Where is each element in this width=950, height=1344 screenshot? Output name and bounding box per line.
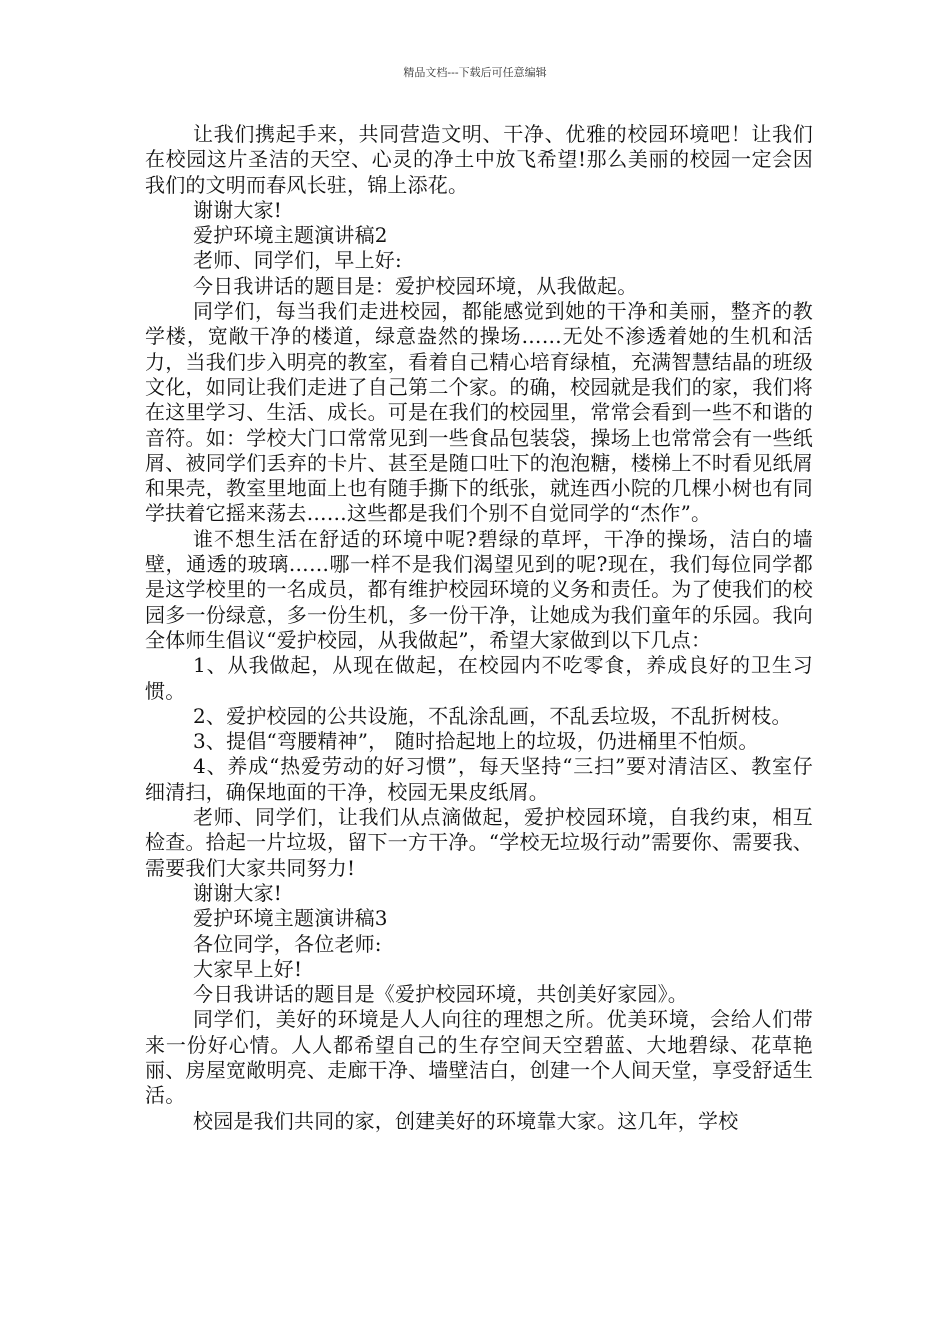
paragraph: 校园是我们共同的家，创建美好的环境靠大家。这几年，学校: [193, 1108, 739, 1133]
paragraph: 今日我讲话的题目是《爱护校园环境，共创美好家园》。: [193, 982, 688, 1007]
list-item: 2、爱护校园的公共设施，不乱涂乱画，不乱丢垃圾，不乱折树枝。: [193, 703, 792, 728]
paragraph: 同学们，美好的环境是人人向往的理想之所。优美环境，会给人们带来一份好心情。人人都希望自己的生存空间天空碧蓝、大地碧绿、花草艳丽、房屋宽敞明亮、走廊干净、墙壁洁白，创建一个人间天堂，享受舒适生活。: [145, 1007, 813, 1108]
list-item: 4、养成“热爱劳动的好习惯”，每天坚持“三扫”要对清洁区、教室仔细清扫，确保地面的干净，校园无果皮纸屑。: [145, 754, 813, 804]
list-item: 1、从我做起，从现在做起，在校园内不吃零食，养成良好的卫生习惯。: [145, 653, 813, 703]
paragraph: 今日我讲话的题目是：爱护校园环境，从我做起。: [193, 273, 638, 298]
paragraph: 让我们携起手来，共同营造文明、干净、优雅的校园环境吧！让我们在校园这片圣洁的天空、心灵的净土中放飞希望!那么美丽的校园一定会因我们的文明而春风长驻，锦上添花。: [145, 122, 813, 197]
greeting: 大家早上好!: [193, 956, 303, 981]
section-title: 爱护环境主题演讲稿3: [193, 906, 388, 931]
paragraph: 老师、同学们，让我们从点滴做起，爱护校园环境，自我约束，相互检查。拾起一片垃圾，留下一方干净。“学校无垃圾行动”需要你、需要我、需要我们大家共同努力!: [145, 805, 813, 880]
greeting: 老师、同学们，早上好:: [193, 248, 402, 273]
greeting: 各位同学，各位老师:: [193, 931, 382, 956]
paragraph: 谢谢大家!: [193, 880, 283, 905]
document-body: [145, 122, 813, 1134]
paragraph: 谢谢大家!: [193, 197, 283, 222]
section-title: 爱护环境主题演讲稿2: [193, 223, 388, 248]
paragraph: 同学们，每当我们走进校园，都能感觉到她的干净和美丽，整齐的教学楼，宽敞干净的楼道，绿意盎然的操场……无处不渗透着她的生机和活力，当我们步入明亮的教室，看着自己精心培育绿植，充满智慧结晶的班级文化，如同让我们走进了自己第二个家。的确，校园就是我们的家，我们将在这里学习、生活、成长。可是在我们的校园里，常常会看到一些不和谐的音符。如：学校大门口常常见到一些食品包装袋，操场上也常常会有一些纸屑、被同学们丢弃的卡片、甚至是随口吐下的泡泡糖，楼梯上不时看见纸屑和果壳，教室里地面上也有随手撕下的纸张，就连西小院的几棵小树也有同学扶着它摇来荡去……这些都是我们个别不自觉同学的“杰作”。: [145, 299, 813, 526]
paragraph: 谁不想生活在舒适的环境中呢?碧绿的草坪，干净的操场，洁白的墙壁，通透的玻璃……哪一样不是我们渴望见到的呢?现在，我们每位同学都是这学校里的一名成员，都有维护校园环境的义务和责任。为了使我们的校园多一份绿意，多一份生机，多一份干净，让她成为我们童年的乐园。我向全体师生倡议“爱护校园，从我做起”，希望大家做到以下几点：: [145, 526, 813, 652]
list-item: 3、提倡“弯腰精神”， 随时拾起地上的垃圾，仍进桶里不怕烦。: [193, 729, 759, 754]
page-header: 精品文档---下载后可任意编辑: [403, 66, 547, 79]
